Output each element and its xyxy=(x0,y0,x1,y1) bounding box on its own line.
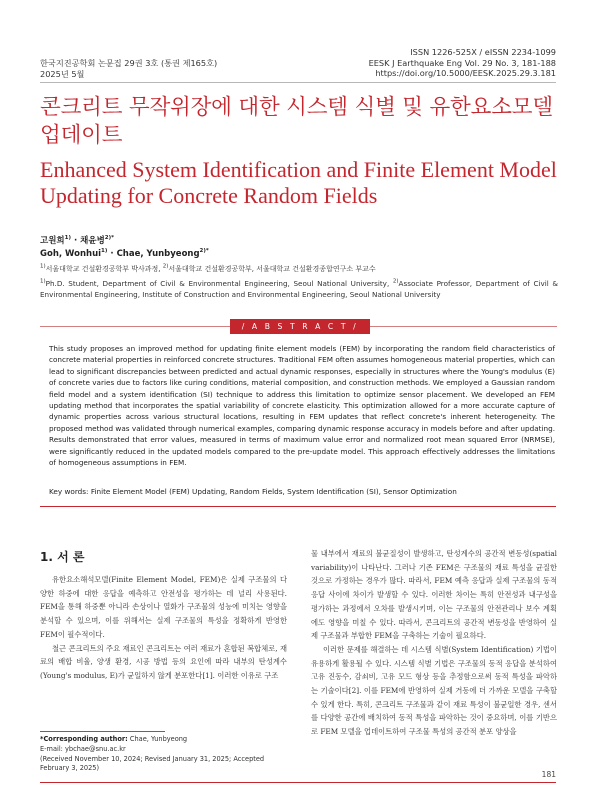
affiliation-english-1: Ph.D. Student, Department of Civil & Environmental Engineering, Seoul National University, xyxy=(45,279,393,288)
affiliation-korean-1: 서울대학교 건설환경공학부 박사과정, xyxy=(45,265,163,273)
title-korean: 콘크리트 무작위장에 대한 시스템 식별 및 유한요소모델 업데이트 xyxy=(40,95,553,148)
affiliation-english xyxy=(40,279,558,300)
authors-english xyxy=(40,249,209,259)
received-dates: (Received November 10, 2024; Revised January 31, 2025; Accepted February 3, 2025) xyxy=(40,754,265,773)
paragraph: 물 내부에서 재료의 불균질성이 발생하고, 탄성계수의 공간적 변동성(spatial variability)이 나타난다. 그러나 기존 FEM은 구조물의 재료 특성을 균질한 것으로 가정하는 경우가 많다. 따라서, FEM 예측 응답과 실제 구조물의 동적 응답 사이에 차이가 발생할 수 있다. 이러한 차이는 특히 안전성과 내구성을 평가하는 과정에서 오차를 발생시키며, 이는 구조물의 안전관리나 보수 계획에도 영향을 미칠 수 있다. 따라서, 콘크리트의 공간적 변동성을 반영하여 실제 구조물과 부합한 FEM을 구축하는 기술이 필요하다. xyxy=(311,549,557,641)
journal-header-right xyxy=(369,47,556,79)
corresponding-author-label: *Corresponding author: xyxy=(40,735,128,743)
authors-korean xyxy=(40,234,114,246)
footnote-rule xyxy=(40,731,165,732)
keywords-label: Key words: xyxy=(49,487,89,496)
journal-header-left xyxy=(40,58,217,79)
title-english: Enhanced System Identification and Finite Element Model Updating for Concrete Random Fields xyxy=(40,157,557,208)
affiliation-korean-sup-2: 2) xyxy=(162,263,169,270)
abstract-rule-left xyxy=(40,326,230,327)
journal-date: 2025년 5월 xyxy=(40,68,85,79)
author-2-english-sup: 2)* xyxy=(199,248,209,255)
keywords-list: Finite Element Model (FEM) Updating, Random Fields, System Identification (SI), Sensor Optimization xyxy=(90,487,457,496)
journal-korean-name: 한국지진공학회 논문집 29권 3호 (통권 제165호) xyxy=(40,58,218,68)
author-1-korean: 고원희 xyxy=(40,236,65,246)
author-2-korean-sup: 2)* xyxy=(104,235,115,242)
keywords xyxy=(49,487,555,496)
author-2-korean: 채윤병 xyxy=(80,236,105,246)
affiliation-korean-sup-1: 1) xyxy=(40,263,46,270)
author-separator: · xyxy=(110,249,114,259)
author-1-korean-sup: 1) xyxy=(64,235,71,242)
corresponding-author-name: Chae, Yunbyeong xyxy=(129,735,188,743)
author-1-english-sup: 1) xyxy=(101,248,108,255)
paragraph: 철근 콘크리트의 주요 재료인 콘크리트는 여러 재료가 혼합된 복합체로, 재료의 배합 비율, 양생 환경, 시공 방법 등의 요인에 따라 내부의 탄성계수(Young's modulus, E)가 균일하지 않게 분포한다[1]. 이러한 이유로 구조 xyxy=(40,643,287,680)
abstract-text: This study proposes an improved method for updating finite element models (FEM) by incorporating the random field characteristics of concrete material properties in reinforced concrete structures. Traditional FEM often assumes homogeneous material properties, which can lead to significant discrepancies between predicted and actual dynamic responses, especially in structures where the Young's modulus (E) of concrete varies due to factors like curing conditions, material composition, and construction methods. We employed a Gaussian random field model and a system identification (SI) technique to address this limitation to optimize sensor placement. We developed an FEM updating method that incorporates the spatial variability of concrete elasticity. This optimization allowed for a more accurate capture of dynamic properties across various structural locations, resulting in FEM updates that reflect concrete's inherent heterogeneity. The proposed method was validated through numerical examples, comparing dynamic response accuracy in models before and after updating. Results demonstrated that error values, measured in terms of maximum value error and normalized root mean squared Error (NRMSE), were significantly reduced in the updated models compared to the pre-update model. This approach effectively addresses the limitations of homogeneous assumptions in FEM. xyxy=(49,344,555,468)
author-separator: · xyxy=(73,236,78,246)
affiliation-korean xyxy=(40,264,376,274)
corresponding-email[interactable]: E-mail: ybchae@snu.ac.kr xyxy=(40,744,126,753)
author-2-english: Chae, Yunbyeong xyxy=(116,249,200,259)
page-number: 181 xyxy=(541,770,556,779)
author-1-english: Goh, Wonhui xyxy=(40,249,102,259)
header-divider xyxy=(40,82,556,83)
body-column-right xyxy=(311,547,557,739)
section-heading: 1. 서 론 xyxy=(40,550,85,564)
abstract-rule-right xyxy=(370,326,557,327)
affiliation-english-sup-1: 1) xyxy=(40,278,46,285)
footnote xyxy=(40,735,295,774)
affiliation-english-2: Associate Professor, Department of Civil & Environmental Engineering, Institute of Construction and Environmental Engineering, Seoul National University xyxy=(40,279,559,299)
affiliation-english-sup-2: 2) xyxy=(392,278,399,285)
affiliation-korean-2: 서울대학교 건설환경공학부, 서울대학교 건설환경종합연구소 부교수 xyxy=(168,265,376,273)
paragraph: 유한요소해석모델(Finite Element Model, FEM)은 실제 구조물의 다양한 하중에 대한 응답을 예측하고 안전성을 평가하는 데 널리 사용된다. FEM을 통해 하중뿐 아니라 손상이나 열화가 구조물의 성능에 미치는 영향을 분석할 수 있으며, 이를 위해서는 실제 구조물의 특성을 정확하게 반영한 FEM이 필수적이다. xyxy=(40,575,287,639)
body-column-left xyxy=(40,573,287,683)
journal-english-name: EESK J Earthquake Eng Vol. 29 No. 3, 181-188 xyxy=(368,57,556,68)
abstract-bottom-rule xyxy=(40,506,556,507)
abstract-banner: / A B S T R A C T / xyxy=(230,319,370,334)
paragraph: 이러한 문제를 해결하는 데 시스템 식별(System Identification) 기법이 유용하게 활용될 수 있다. 시스템 식별 기법은 구조물의 동적 응답을 분석하여 고유 진동수, 감쇠비, 고유 모드 형상 등을 추정함으로써 동적 특성을 파악하는 기술이다[2]. 이를 FEM에 반영하여 실제 거동에 더 가까운 모델을 구축할 수 있게 한다. 특히, 콘크리트 구조물과 같이 재료 특성이 불균일한 경우, 센서를 다양한 공간에 배치하여 동적 특성을 파악하는 것이 중요하며, 이를 기반으로 FEM 모델을 업데이트하여 구조물 특성의 공간적 분포 양상을 xyxy=(311,644,557,737)
page-bottom-rule xyxy=(40,782,556,783)
journal-doi-link[interactable]: https://doi.org/10.5000/EESK.2025.29.3.181 xyxy=(375,68,556,78)
corresponding-author xyxy=(40,735,295,745)
journal-issn: ISSN 1226-525X / eISSN 2234-1099 xyxy=(410,47,556,57)
